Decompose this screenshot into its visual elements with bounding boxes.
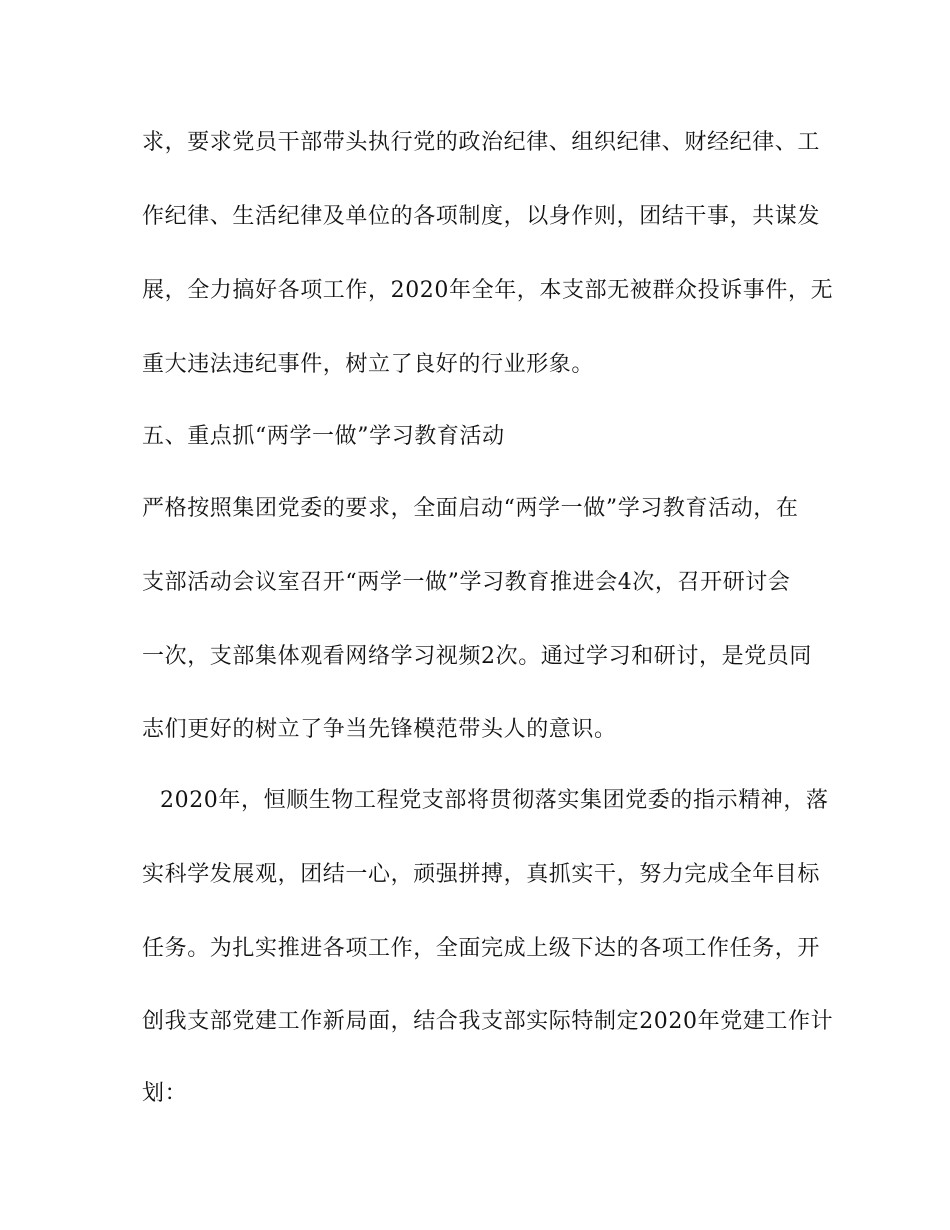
paragraph-line: 2020年，恒顺生物工程党支部将贯彻落实集团党委的指示精神，落 bbox=[160, 788, 829, 813]
paragraph-line: 实科学发展观，团结一心，顽强拼搏，真抓实干，努力完成全年目标 bbox=[142, 862, 821, 887]
paragraph-line: 展，全力搞好各项工作，2020年全年，本支部无被群众投诉事件，无 bbox=[142, 278, 834, 303]
paragraph-line: 重大违法违纪事件，树立了良好的行业形象。 bbox=[142, 352, 595, 377]
paragraph-line: 作纪律、生活纪律及单位的各项制度，以身作则，团结干事，共谋发 bbox=[142, 204, 821, 229]
paragraph-line: 求，要求党员干部带头执行党的政治纪律、组织纪律、财经纪律、工 bbox=[142, 130, 821, 155]
paragraph-line: 划： bbox=[142, 1081, 188, 1106]
paragraph-line: 志们更好的树立了争当先锋模范带头人的意识。 bbox=[142, 717, 617, 742]
section-heading: 五、重点抓“两学一做”学习教育活动 bbox=[142, 424, 505, 449]
paragraph-line: 任务。为扎实推进各项工作，全面完成上级下达的各项工作任务，开 bbox=[142, 936, 821, 961]
paragraph-line: 一次，支部集体观看网络学习视频2次。通过学习和研讨，是党员同 bbox=[142, 644, 812, 669]
paragraph-line: 支部活动会议室召开“两学一做”学习教育推进会4次，召开研讨会 bbox=[142, 570, 791, 595]
paragraph-line: 严格按照集团党委的要求，全面启动“两学一做”学习教育活动，在 bbox=[142, 496, 799, 521]
paragraph-line: 创我支部党建工作新局面，结合我支部实际特制定2020年党建工作计 bbox=[142, 1009, 834, 1034]
